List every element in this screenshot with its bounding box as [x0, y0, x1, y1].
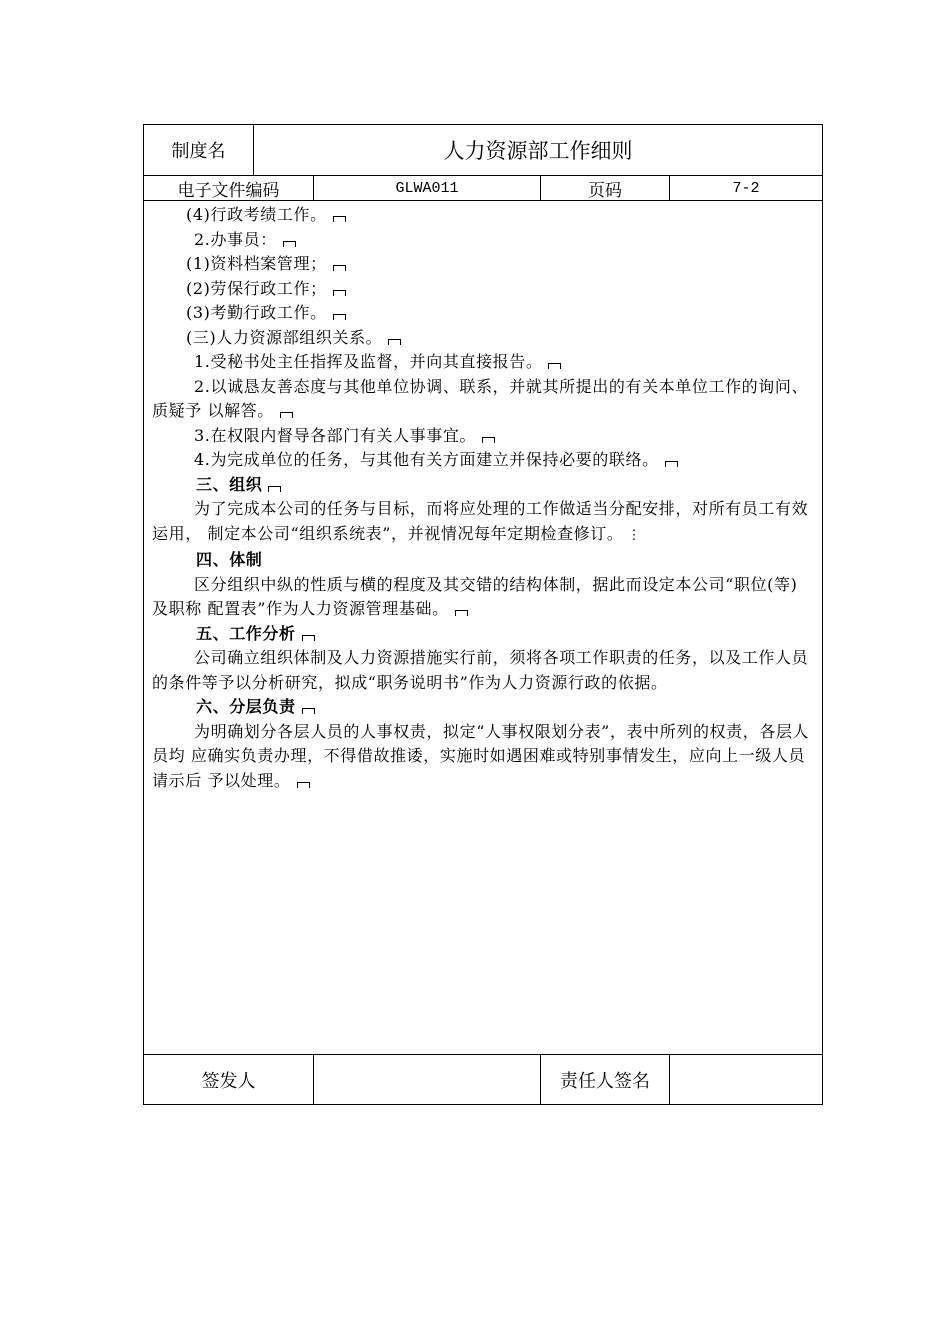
- document-title: 人力资源部工作细则: [443, 139, 633, 163]
- file-code-label: 电子文件编码: [144, 176, 314, 200]
- document-form: [143, 124, 823, 1105]
- page-number-value: 7-2: [732, 179, 760, 197]
- paragraph: [152, 203, 814, 228]
- paragraph-text: 2.办事员：: [194, 229, 277, 249]
- section-heading: [152, 548, 814, 573]
- paragraph: [152, 326, 814, 351]
- section-heading-text: 四、体制: [196, 550, 263, 569]
- paragraph-text: (1)资料档案管理；: [186, 254, 327, 273]
- paragraph-text: 区分组织中纵的性质与横的程度及其交错的结构体制，据此而设定本公司“职位(等)及职称 配置表”作为人力资源管理基础。: [152, 574, 798, 618]
- section-heading-text: 六、分层负责: [196, 697, 296, 716]
- paragraph-mark-icon: [297, 782, 310, 788]
- paragraph-mark-icon: [455, 610, 468, 616]
- paragraph-mark-icon: [302, 635, 315, 641]
- section-heading-text: 三、组织: [196, 474, 263, 494]
- paragraph: [152, 573, 814, 622]
- paragraph-text: 1.受秘书处主任指挥及监督，并向其直接报告。: [194, 352, 543, 371]
- paragraph-mark-icon: [333, 290, 346, 296]
- section-heading: [152, 695, 814, 720]
- paragraph-text: 3.在权限内督导各部门有关人事事宜。: [194, 425, 477, 445]
- paragraph: [152, 252, 814, 277]
- responsible-signature-label: 责任人签名: [541, 1055, 670, 1105]
- paragraph-mark-icon: [268, 486, 281, 492]
- body-text: [152, 203, 814, 793]
- paragraph-text: (2)劳保行政工作；: [186, 278, 327, 298]
- paragraph-text: 2.以诚恳友善态度与其他单位协调、联系，并就其所提出的有关本单位工作的询问、质疑予 以解答。: [152, 376, 809, 420]
- paragraph: [152, 375, 814, 424]
- paragraph-mark-icon: [302, 708, 315, 714]
- issuer-field[interactable]: [314, 1055, 541, 1105]
- paragraph: [152, 301, 814, 326]
- section-heading: [152, 473, 814, 498]
- paragraph-text: (三)人力资源部组织关系。: [186, 327, 383, 347]
- paragraph: [152, 424, 814, 449]
- section-heading: [152, 622, 814, 647]
- paragraph-mark-icon: [548, 363, 561, 369]
- content-area: [144, 201, 822, 1055]
- paragraph-mark-icon: [333, 314, 346, 320]
- paragraph-mark-icon: [333, 216, 346, 222]
- paragraph: [152, 448, 814, 473]
- page-number-label: 页码: [541, 176, 670, 200]
- header-row: [144, 125, 822, 176]
- paragraph-text: (3)考勤行政工作。: [186, 303, 327, 322]
- paragraph-mark-icon: [388, 339, 401, 345]
- paragraph-text: 4.为完成单位的任务，与其他有关方面建立并保持必要的联络。: [194, 450, 659, 469]
- paragraph-text: 公司确立组织体制及人力资源措施实行前，须将各项工作职责的任务，以及工作人员的条件等予以分析研究，拟成“职务说明书”作为人力资源行政的依据。: [152, 648, 809, 692]
- responsible-signature-field[interactable]: [670, 1055, 822, 1105]
- file-code-value: GLWA011: [314, 176, 541, 200]
- paragraph: [152, 497, 814, 548]
- paragraph: [152, 350, 814, 375]
- meta-row: [144, 176, 822, 201]
- paragraph: [152, 228, 814, 253]
- paragraph-text: 为明确划分各层人员的人事权责，拟定“人事权限划分表”，表中所列的权责，各层人员均 应确实负责办理，不得借故推诿，实施时如遇困难或特别事情发生，应向上一级人员请示后 予以处理。: [152, 721, 810, 790]
- paragraph-mark-icon: [482, 437, 495, 443]
- ellipsis-icon: ⋮: [627, 527, 642, 543]
- section-heading-text: 五、工作分析: [196, 623, 296, 643]
- paragraph-mark-icon: [283, 241, 296, 247]
- paragraph: [152, 277, 814, 302]
- issuer-label: 签发人: [144, 1055, 314, 1105]
- paragraph-mark-icon: [280, 412, 293, 418]
- paragraph: [152, 646, 814, 695]
- paragraph: [152, 720, 814, 794]
- paragraph-mark-icon: [665, 461, 678, 467]
- regulation-name-label: 制度名: [144, 125, 254, 175]
- footer-row: [144, 1055, 822, 1105]
- paragraph-text: (4)行政考绩工作。: [186, 205, 327, 224]
- paragraph-mark-icon: [333, 265, 346, 271]
- paragraph-text: 为了完成本公司的任务与目标，而将应处理的工作做适当分配安排，对所有员工有效运用， 制定本公司“组织系统表”，并视情况每年定期检查修订。: [152, 499, 809, 543]
